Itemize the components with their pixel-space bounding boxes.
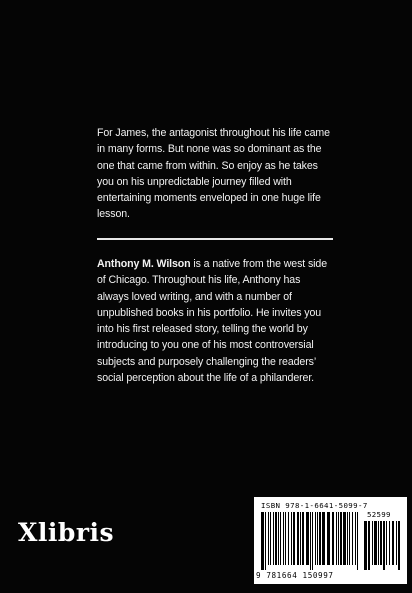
- barcode-bar: [398, 521, 400, 570]
- barcode-bar: [319, 512, 321, 565]
- divider-line: [97, 238, 333, 240]
- barcode-bar: [372, 521, 373, 565]
- isbn-label: ISBN 978-1-6641-5099-7: [261, 501, 368, 510]
- barcode-bar: [340, 512, 342, 565]
- barcode-bar: [265, 512, 266, 570]
- barcode-bar: [386, 521, 387, 565]
- barcode-bar: [392, 521, 394, 565]
- barcode-bar: [338, 512, 339, 565]
- barcode-panel: [254, 497, 407, 584]
- author-name: Anthony M. Wilson: [97, 258, 191, 270]
- barcode-bar: [327, 512, 330, 565]
- barcode-bar: [278, 512, 279, 565]
- barcode-bar: [368, 521, 370, 570]
- barcode-bar: [297, 512, 299, 565]
- barcode-bar: [349, 512, 350, 565]
- barcode-bar: [364, 521, 367, 570]
- barcode-bar: [383, 521, 385, 570]
- barcode-bar: [312, 512, 313, 570]
- barcode-bar: [285, 512, 286, 565]
- barcode-bar: [332, 512, 334, 565]
- synopsis-text: For James, the antagonist throughout his life came in many forms. But none was so dominant as the one that came from within. So enjoy as he takes you on his unpredictable journey filled with entertaining moments enveloped in one huge life lesson.: [97, 127, 330, 221]
- barcode-bar: [268, 512, 269, 565]
- barcode-bar: [283, 512, 284, 565]
- barcode-bar: [261, 512, 264, 570]
- barcode-bar: [322, 512, 325, 565]
- barcode-bar: [380, 521, 382, 565]
- barcode-bar: [270, 512, 271, 565]
- barcode-bar: [291, 512, 292, 565]
- barcode-bar: [275, 512, 277, 565]
- barcode-bar: [280, 512, 281, 565]
- addon-barcode: [364, 512, 402, 570]
- barcode-bar: [355, 512, 356, 565]
- ean-barcode: [261, 512, 361, 570]
- barcode-bar: [389, 521, 390, 565]
- barcode-bar: [396, 521, 397, 565]
- barcode-bar: [293, 512, 295, 565]
- barcode-bar: [357, 512, 358, 570]
- ean-digits: 9 781664 150997: [256, 571, 334, 580]
- barcode-bar: [302, 512, 304, 565]
- author-bio-text: is a native from the west side of Chicago. Throughout his life, Anthony has always loved writing, and with a number of unpublished books in his portfolio. He invites you into his first released story, telling the world by introducing to you one of his most controversial subjects and purposely challenging the readers’ social perception about the life of a philanderer.: [97, 258, 327, 385]
- barcode-bar: [347, 512, 348, 565]
- barcode-bar: [352, 512, 353, 565]
- publisher-logo: Xlibris: [18, 518, 115, 547]
- barcode-bar: [300, 512, 301, 565]
- barcode-bar: [343, 512, 346, 565]
- addon-number: 52599: [367, 510, 391, 519]
- barcode-bar: [317, 512, 318, 565]
- barcode-bar: [378, 521, 379, 565]
- barcode-bar: [374, 521, 377, 565]
- barcode-bar: [306, 512, 309, 565]
- barcode-bar: [315, 512, 316, 565]
- barcode-bar: [336, 512, 337, 565]
- barcode-bar: [310, 512, 311, 570]
- author-bio: [97, 256, 333, 386]
- barcode-bar: [288, 512, 289, 565]
- barcode-bar: [273, 512, 274, 565]
